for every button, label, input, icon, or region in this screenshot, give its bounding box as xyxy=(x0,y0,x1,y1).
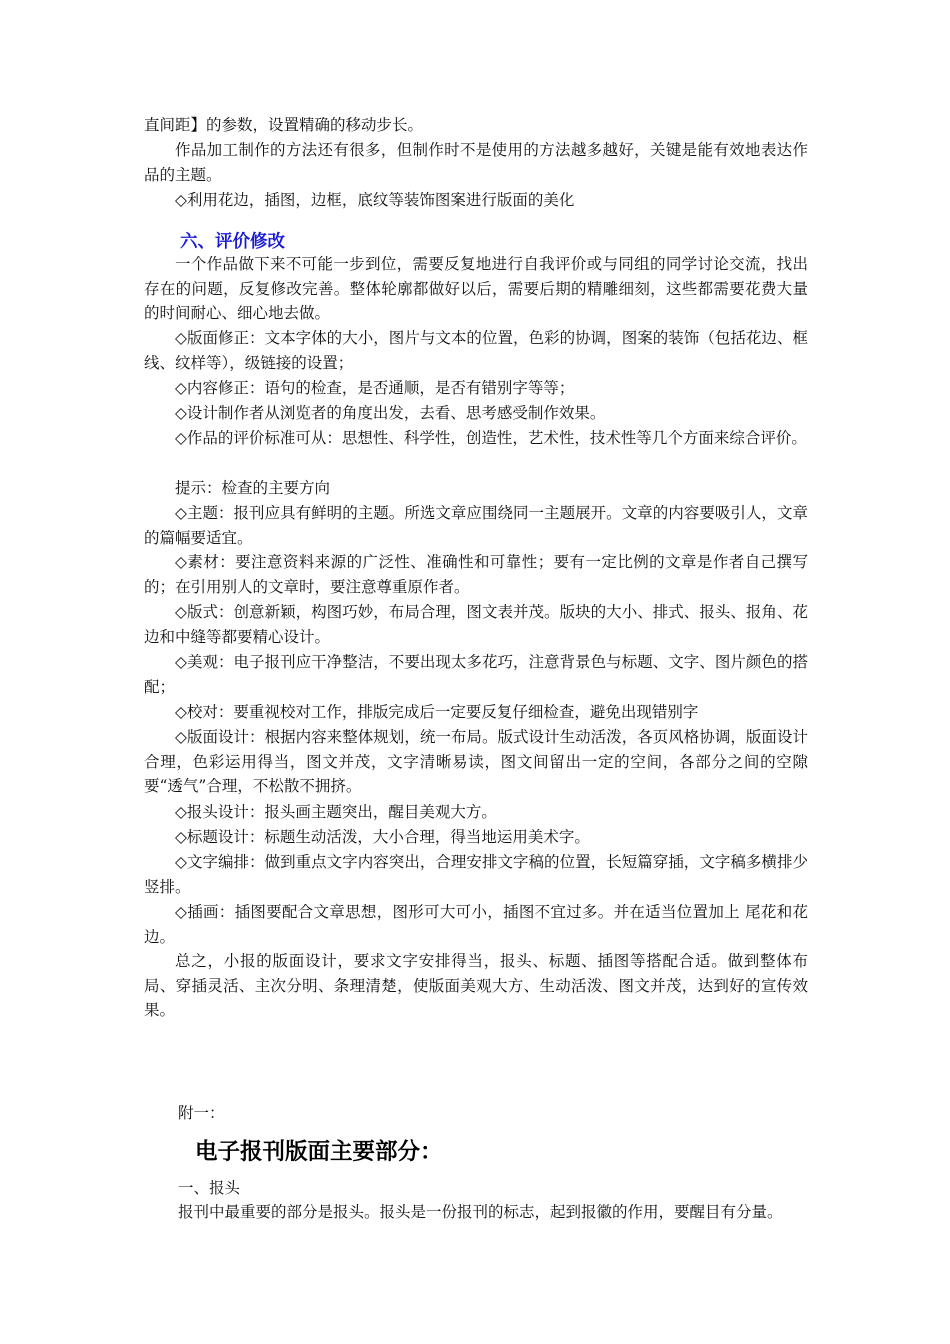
paragraph-masthead: 报刊中最重要的部分是报头。报头是一份报刊的标志，起到报徽的作用，要醒目有分量。 xyxy=(178,1203,783,1221)
paragraph-production-methods: 作品加工制作的方法还有很多，但制作时不是使用的方法越多越好，关键是能有效地表达作品的主题。 xyxy=(144,141,808,184)
hint-check-directions: 提示：检查的主要方向 xyxy=(175,479,331,497)
bullet-theme: ◇主题：报刊应具有鲜明的主题。所选文章应围绕同一主题展开。文章的内容要吸引人，文章的篇幅要适宜。 xyxy=(144,504,808,547)
section-heading-evaluation: 六、评价修改 xyxy=(180,232,285,252)
bullet-masthead-design: ◇报头设计：报头画主题突出，醒目美观大方。 xyxy=(175,803,497,821)
bullet-aesthetics: ◇美观：电子报刊应干净整洁，不要出现太多花巧，注意背景色与标题、文字、图片颜色的搭配； xyxy=(144,653,808,696)
bullet-page-design: ◇版面设计：根据内容来整体规划，统一布局。版式设计生动活泼，各页风格协调，版面设计合理，色彩运用得当，图文并茂，文字清晰易读，图文间留出一定的空间，各部分之间的空隙要“透气”合理，不松散不拥挤。 xyxy=(144,728,808,796)
bullet-title-design: ◇标题设计：标题生动活泼，大小合理，得当地运用美术字。 xyxy=(175,828,590,846)
paragraph-text-continuation: 直间距】的参数，设置精确的移动步长。 xyxy=(144,116,424,134)
paragraph-evaluation-intro: 一个作品做下来不可能一步到位，需要反复地进行自我评价或与同组的同学讨论交流，找出存在的问题，反复修改完善。整体轮廓都做好以后，需要后期的精雕细刻，这些都需要花费大量的时间耐心、细心地去做。 xyxy=(144,255,808,323)
paragraph-summary: 总之，小报的版面设计，要求文字安排得当，报头、标题、插图等搭配合适。做到整体布局、穿插灵活、主次分明、条理清楚，使版面美观大方、生动活泼、图文并茂，达到好的宣传效果。 xyxy=(144,952,808,1020)
appendix-subheading: 一、报头 xyxy=(178,1179,241,1197)
bullet-proofreading: ◇校对：要重视校对工作，排版完成后一定要反复仔细检查，避免出现错别字 xyxy=(175,703,699,721)
bullet-evaluation-criteria: ◇作品的评价标准可从：思想性、科学性，创造性，艺术性，技术性等几个方面来综合评价。 xyxy=(175,429,807,447)
bullet-material: ◇素材：要注意资料来源的广泛性、准确性和可靠性；要有一定比例的文章是作者自己撰写的；在引用别人的文章时，要注意尊重原作者。 xyxy=(144,553,808,596)
appendix-label: 附一： xyxy=(178,1104,225,1122)
bullet-decoration: ◇利用花边，插图，边框，底纹等装饰图案进行版面的美化 xyxy=(175,191,575,209)
bullet-format: ◇版式：创意新颖，构图巧妙，布局合理，图文表并茂。版块的大小、排式、报头、报角、花边和中缝等都要精心设计。 xyxy=(144,603,808,646)
bullet-illustration: ◇插画：插图要配合文章思想，图形可大可小，插图不宜过多。并在适当位置加上 尾花和花边。 xyxy=(144,903,808,946)
appendix-title: 电子报刊版面主要部分： xyxy=(195,1139,443,1165)
bullet-text-layout: ◇文字编排：做到重点文字内容突出，合理安排文字稿的位置，长短篇穿插，文字稿多横排少竖排。 xyxy=(144,853,808,896)
bullet-viewer-perspective: ◇设计制作者从浏览者的角度出发，去看、思考感受制作效果。 xyxy=(175,404,606,422)
bullet-layout-revision: ◇版面修正：文本字体的大小，图片与文本的位置，色彩的协调，图案的装饰（包括花边、框线、纹样等），级链接的设置； xyxy=(144,329,808,372)
bullet-content-revision: ◇内容修正：语句的检查，是否通顺，是否有错别字等等； xyxy=(175,379,575,397)
